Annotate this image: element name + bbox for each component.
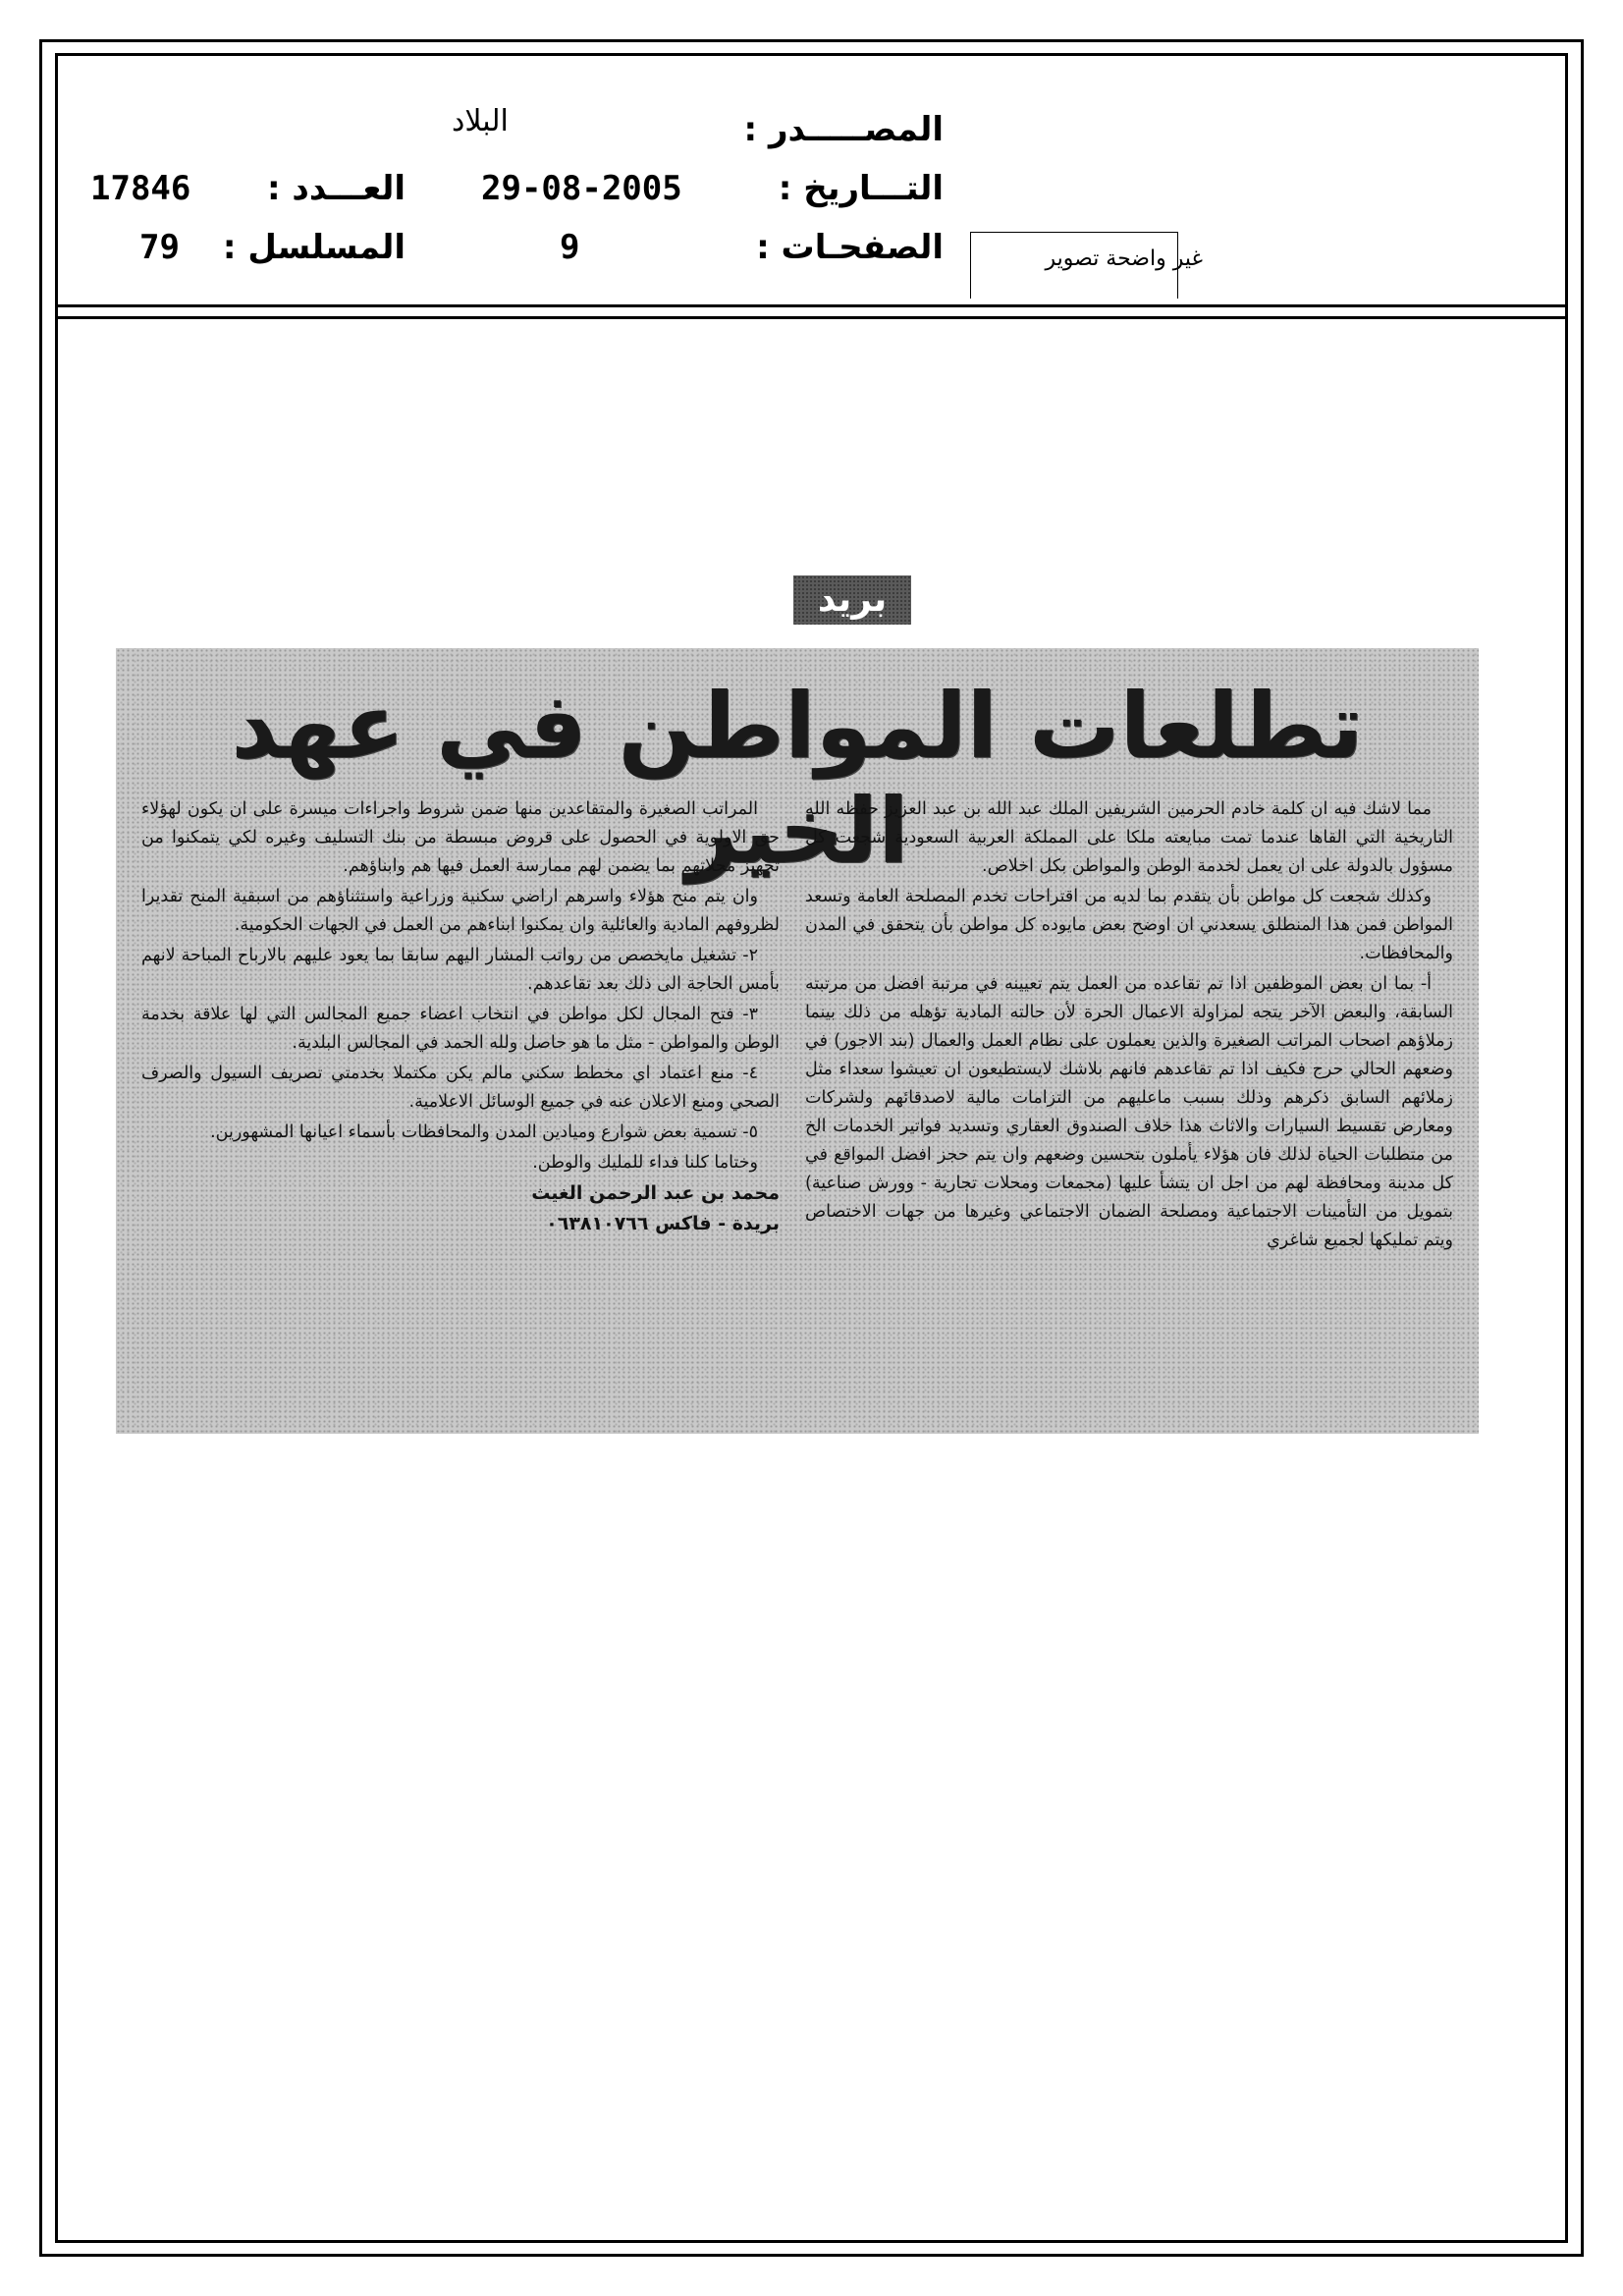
pages-value: 9 xyxy=(560,228,580,267)
section-tag: بريد xyxy=(793,575,911,625)
article-column-left xyxy=(141,795,780,1240)
source-label: المصـــــدر : xyxy=(743,110,944,149)
paragraph: ٤- منع اعتماد اي مخطط سكني مالم يكن مكتملا بخدمتي تصريف السيول والصرف الصحي ومنع الاعلان عنه في جميع الوسائل الاعلامية. xyxy=(141,1064,780,1112)
author-contact: بريدة - فاكس ٠٦٣٨١٠٧٦٦ xyxy=(546,1213,780,1234)
header-divider-bottom xyxy=(55,316,1568,319)
article-headline: تطلعات المواطن في عهد الخير xyxy=(231,674,1364,884)
issue-label: العـــدد : xyxy=(267,169,406,208)
paragraph: وكذلك شجعت كل مواطن بأن يتقدم بما لديه من اقتراحات تخدم المصلحة العامة وتسعد المواطن فمن هذا المنطلق يسعدني ان اوضح بعض مايوده كل مواطن بأن يتحقق في المدن والمحافظات. xyxy=(805,887,1453,963)
newspaper-clipping xyxy=(116,648,1479,1434)
date-label: التـــاريخ : xyxy=(778,169,944,208)
serial-value: 79 xyxy=(139,228,180,267)
paragraph: المراتب الصغيرة والمتقاعدين منها ضمن شروط واجراءات ميسرة على ان يكون لهؤلاء حق الاولوية في الحصول على قروض مبسطة من بنك التسليف وغيره لكي يتمكنوا من تجهيز محلاتهم بما يضمن لهم ممارسة العمل فيها هم وابناؤهم. xyxy=(141,799,780,876)
paragraph: أ- بما ان بعض الموظفين اذا تم تقاعده من العمل يتم تعيينه في مرتبة افضل من مرتبته السابقة، والبعض الآخر يتجه لمزاولة الاعمال الحرة لأن حالته المادية تؤهله من ذلك بينما زملاؤهم اصحاب المراتب الصغيرة والذين يعملون على نظام العمل والعمال (بند الاجور) في وضعهم الحالي حرج فكيف اذا تم تقاعدهم فانهم بلاشك لايستطيعون ان تعيشوا سعداء مثل زملائهم السابق ذكرهم وذلك بسبب ماعليهم من التزامات مالية لاصدقائهم ولشركات ومعارض تقسيط السيارات والاثاث هذا خلاف الصندوق العقاري وتسديد فواتير الخدمات الخ من متطلبات الحياة لذلك فان هؤلاء يأملون بتحسين وضعهم وان يتم حجز افضل المواقع في كل مدينة ومحافظة لهم من اجل ان يتشأ عليها (مجمعات ومحلات تجارية - وورش صناعية) بتمويل من التأمينات الاجتماعية ومصلحة الضمان الاجتماعي وغيرها من جهات الاختصاص ويتم تمليكها لجميع شاغري xyxy=(805,974,1453,1250)
issue-value: 17846 xyxy=(90,169,191,208)
paragraph: ٣- فتح المجال لكل مواطن في انتخاب اعضاء جميع المجالس التي لها علاقة بخدمة الوطن والمواطن - مثل ما هو حاصل ولله الحمد في المجالس البلدية. xyxy=(141,1005,780,1053)
note-text: غير واضحة تصوير xyxy=(1045,246,1203,271)
paragraph: مما لاشك فيه ان كلمة خادم الحرمين الشريفين الملك عبد الله بن عبد العزيز حفظه الله التاريخية التي القاها عندما تمت مبايعته ملكا على المملكة العربية السعودية شجعت كل مسؤول بالدولة على ان يعمل لخدمة الوطن والمواطن بكل اخلاص. xyxy=(805,799,1453,876)
header-divider-top xyxy=(55,304,1568,307)
paragraph: وان يتم منح هؤلاء واسرهم اراضي سكنية وزراعية واستثناؤهم من اسبقية المنح تقديرا لظروفهم المادية والعائلية وان يمكنوا ابناءهم من العمل في الجهات الحكومية. xyxy=(141,887,780,935)
paragraph: وختاما كلنا فداء للمليك والوطن. xyxy=(532,1153,758,1173)
source-value: البلاد xyxy=(452,104,509,138)
paragraph: ٥- تسمية بعض شوارع وميادين المدن والمحافظات بأسماء اعيانها المشهورين. xyxy=(210,1122,758,1142)
date-value: 29-08-2005 xyxy=(481,169,682,208)
paragraph: ٢- تشغيل مايخصص من رواتب المشار اليهم سابقا بما يعود عليهم بالارباح المباحة لانهم بأمس الحاجة الى ذلك بعد تقاعدهم. xyxy=(141,946,780,994)
note-box xyxy=(970,232,1203,299)
pages-label: الصفحـات : xyxy=(756,228,944,267)
article-column-right xyxy=(805,795,1453,1257)
serial-label: المسلسل : xyxy=(222,228,406,267)
author-name: محمد بن عبد الرحمن الغيث xyxy=(531,1182,780,1204)
